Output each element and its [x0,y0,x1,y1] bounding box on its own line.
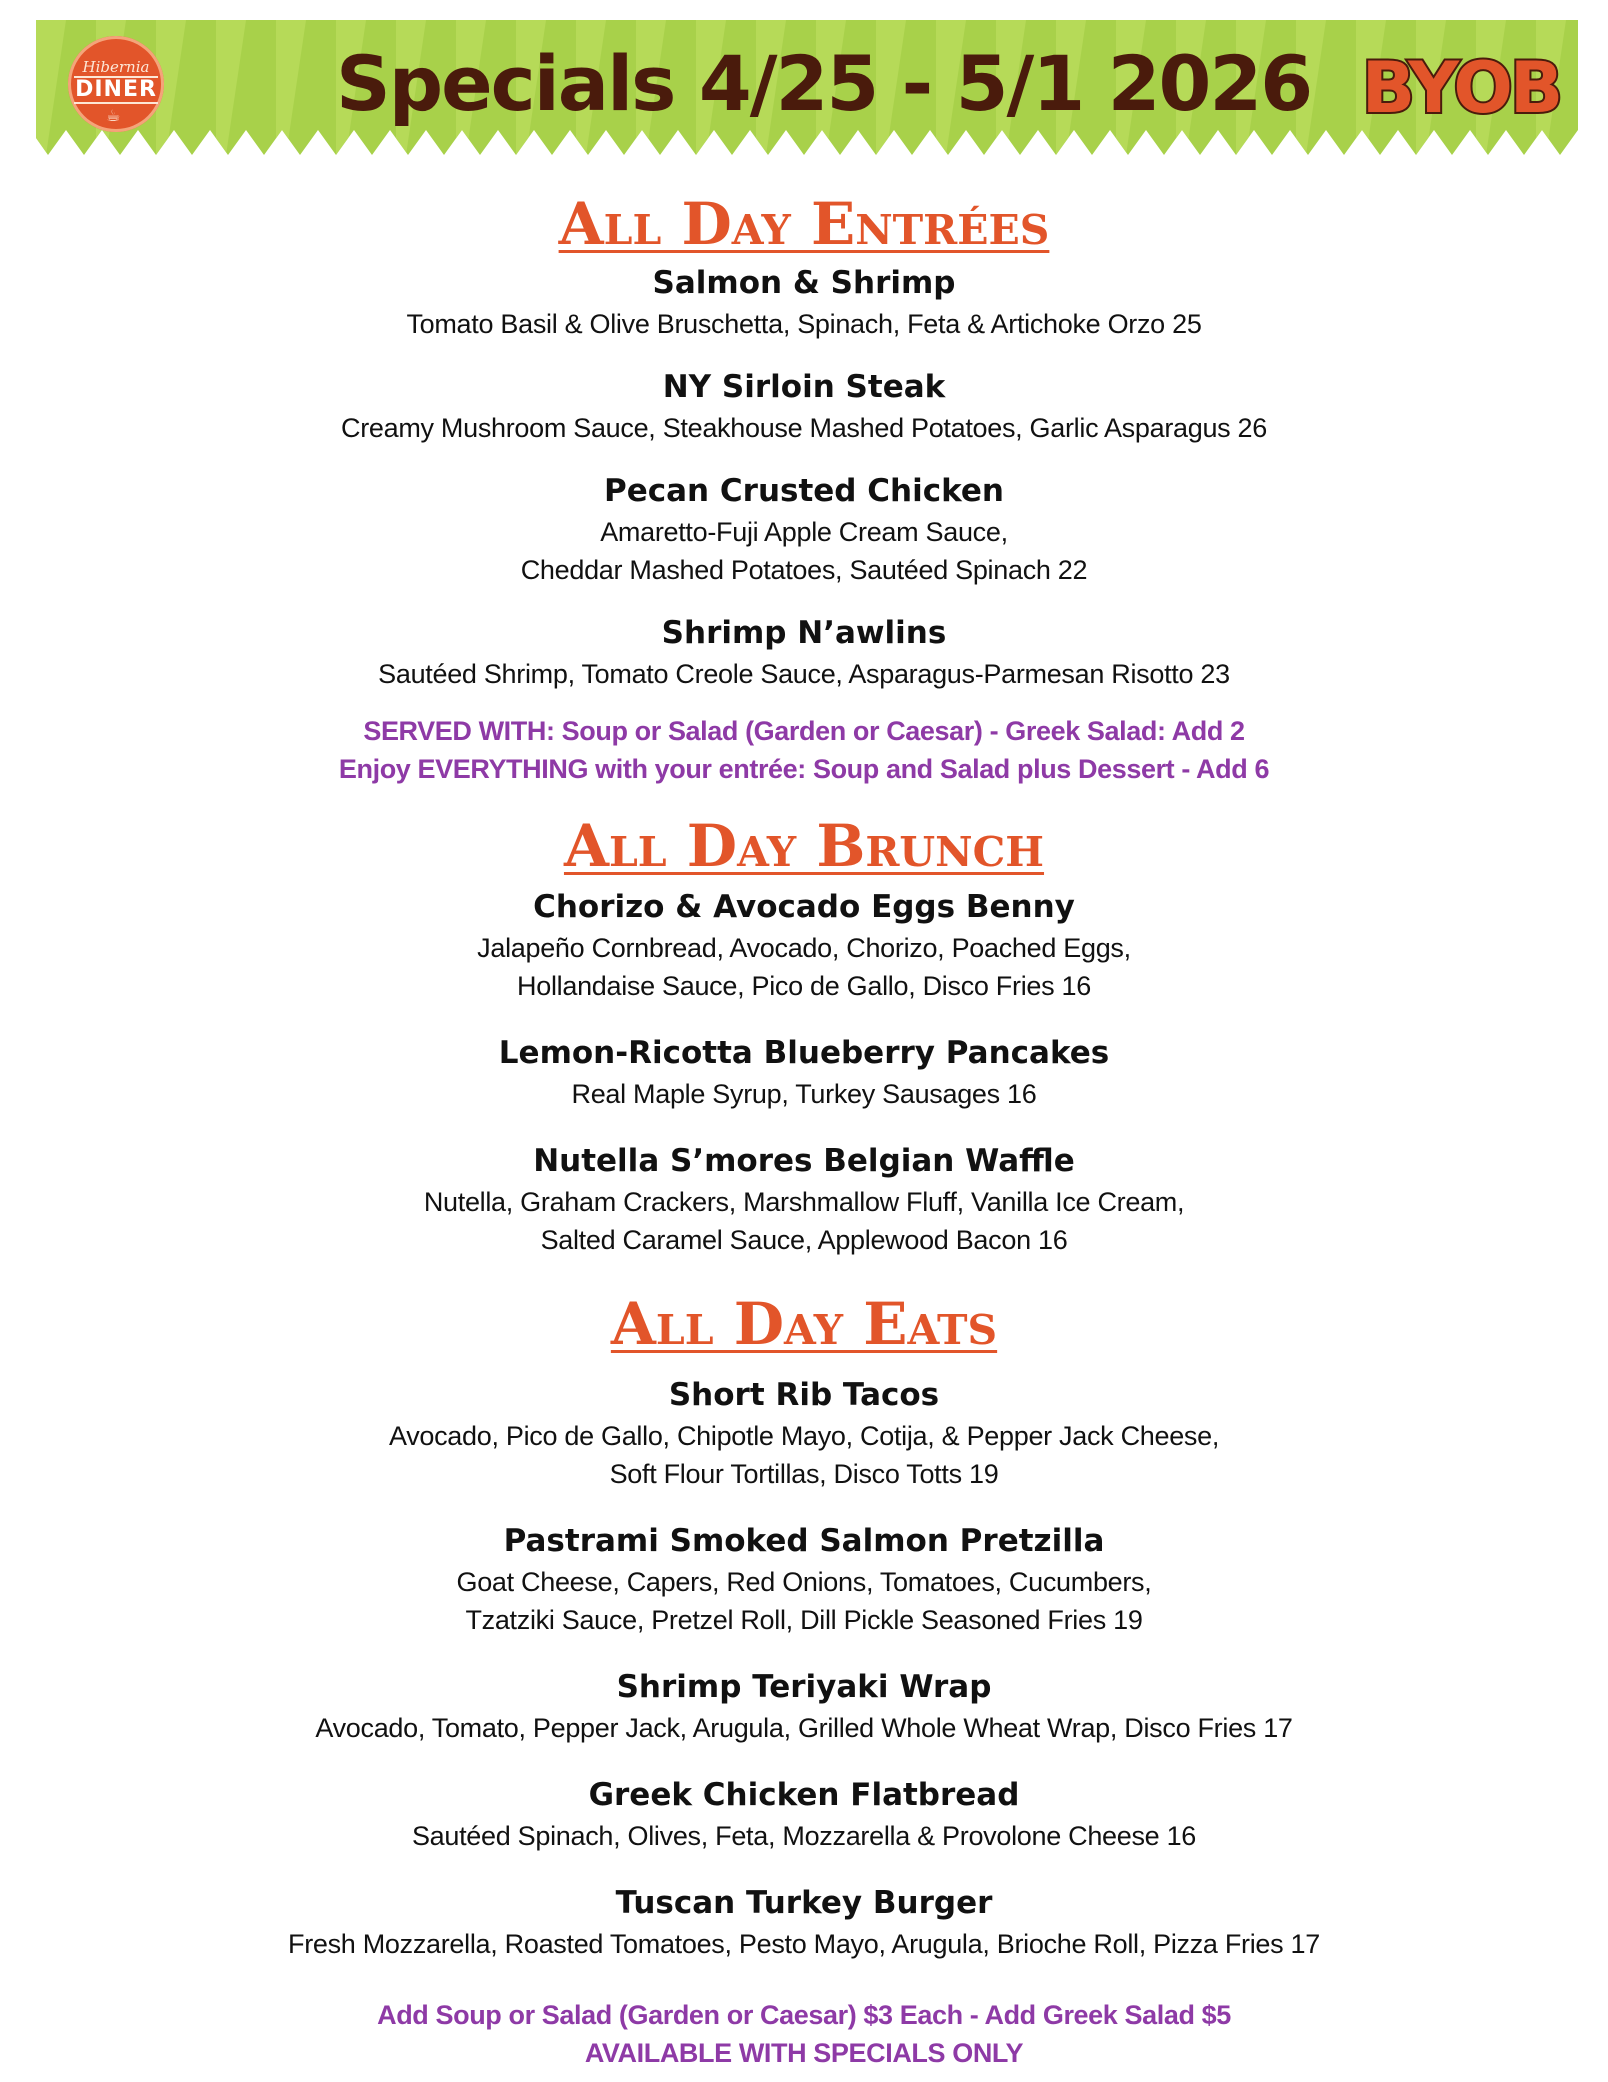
menu-item-name: Chorizo & Avocado Eggs Benny [533,889,1075,925]
menu-item-name: Greek Chicken Flatbread [588,1777,1020,1813]
menu-item-description: Cheddar Mashed Potatoes, Sautéed Spinach 22 [520,555,1088,585]
menu-item-description: Creamy Mushroom Sauce, Steakhouse Mashed Potatoes, Garlic Asparagus 26 [341,413,1267,443]
diner-logo [68,36,164,132]
menu-item-description: Real Maple Syrup, Turkey Sausages 16 [571,1079,1037,1109]
menu-item-name: Shrimp N’awlins [661,615,947,651]
menu-item-name: NY Sirloin Steak [662,369,946,405]
menu-item-description: Fresh Mozzarella, Roasted Tomatoes, Pesto Mayo, Arugula, Brioche Roll, Pizza Fries 17 [288,1929,1320,1959]
enjoy-everything-note: Enjoy EVERYTHING with your entrée: Soup and Salad plus Dessert - Add 6 [338,754,1270,784]
menu-item-name: Tuscan Turkey Burger [615,1885,993,1921]
menu-item-name: Salmon & Shrimp [652,265,956,301]
page-title: Specials 4/25 - 5/1 2026 [336,39,1312,128]
header-banner [36,20,1578,155]
served-with-note: SERVED WITH: Soup or Salad (Garden or Caesar) - Greek Salad: Add 2 [363,716,1245,746]
menu-item-description: Tomato Basil & Olive Bruschetta, Spinach, Feta & Artichoke Orzo 25 [406,309,1202,339]
menu-item-description: Tzatziki Sauce, Pretzel Roll, Dill Pickle Seasoned Fries 19 [465,1605,1143,1635]
menu-item-description: Sautéed Shrimp, Tomato Creole Sauce, Asparagus-Parmesan Risotto 23 [378,659,1230,689]
menu-item-description: Amaretto-Fuji Apple Cream Sauce, [600,517,1008,547]
menu-item-description: Jalapeño Cornbread, Avocado, Chorizo, Poached Eggs, [477,933,1131,963]
coffee-cup-icon: ☕ [106,108,121,125]
menu-item-description: Sautéed Spinach, Olives, Feta, Mozzarella & Provolone Cheese 16 [411,1821,1197,1851]
menu-item-description: Avocado, Pico de Gallo, Chipotle Mayo, Cotija, & Pepper Jack Cheese, [388,1421,1220,1451]
add-soup-salad-note: Add Soup or Salad (Garden or Caesar) $3 Each - Add Greek Salad $5 [377,2000,1231,2030]
section-heading-entrees: All Day Entrées [558,190,1050,258]
logo-word-text: DINER [75,77,157,102]
menu-item-description: Hollandaise Sauce, Pico de Gallo, Disco Fries 16 [517,971,1091,1001]
menu-item-name: Lemon-Ricotta Blueberry Pancakes [498,1035,1110,1071]
menu-item-description: Soft Flour Tortillas, Disco Totts 19 [609,1459,999,1489]
menu-item-name: Pecan Crusted Chicken [604,473,1004,509]
menu-item-name: Short Rib Tacos [668,1377,940,1413]
byob-badge: BYOB [1361,47,1561,129]
available-with-specials-note: AVAILABLE WITH SPECIALS ONLY [584,2038,1024,2068]
menu-item-description: Goat Cheese, Capers, Red Onions, Tomatoes, Cucumbers, [456,1567,1152,1597]
menu-item-name: Pastrami Smoked Salmon Pretzilla [503,1523,1105,1559]
menu-item-name: Shrimp Teriyaki Wrap [616,1669,992,1705]
menu-item-description: Salted Caramel Sauce, Applewood Bacon 16 [540,1225,1068,1255]
section-heading-brunch: All Day Brunch [563,812,1045,880]
logo-script-text: Hibernia [82,58,150,76]
menu-item-name: Nutella S’mores Belgian Waffle [533,1143,1075,1179]
menu-item-description: Avocado, Tomato, Pepper Jack, Arugula, Grilled Whole Wheat Wrap, Disco Fries 17 [315,1713,1293,1743]
section-heading-eats: All Day Eats [610,1290,998,1358]
menu-item-description: Nutella, Graham Crackers, Marshmallow Fluff, Vanilla Ice Cream, [423,1187,1185,1217]
